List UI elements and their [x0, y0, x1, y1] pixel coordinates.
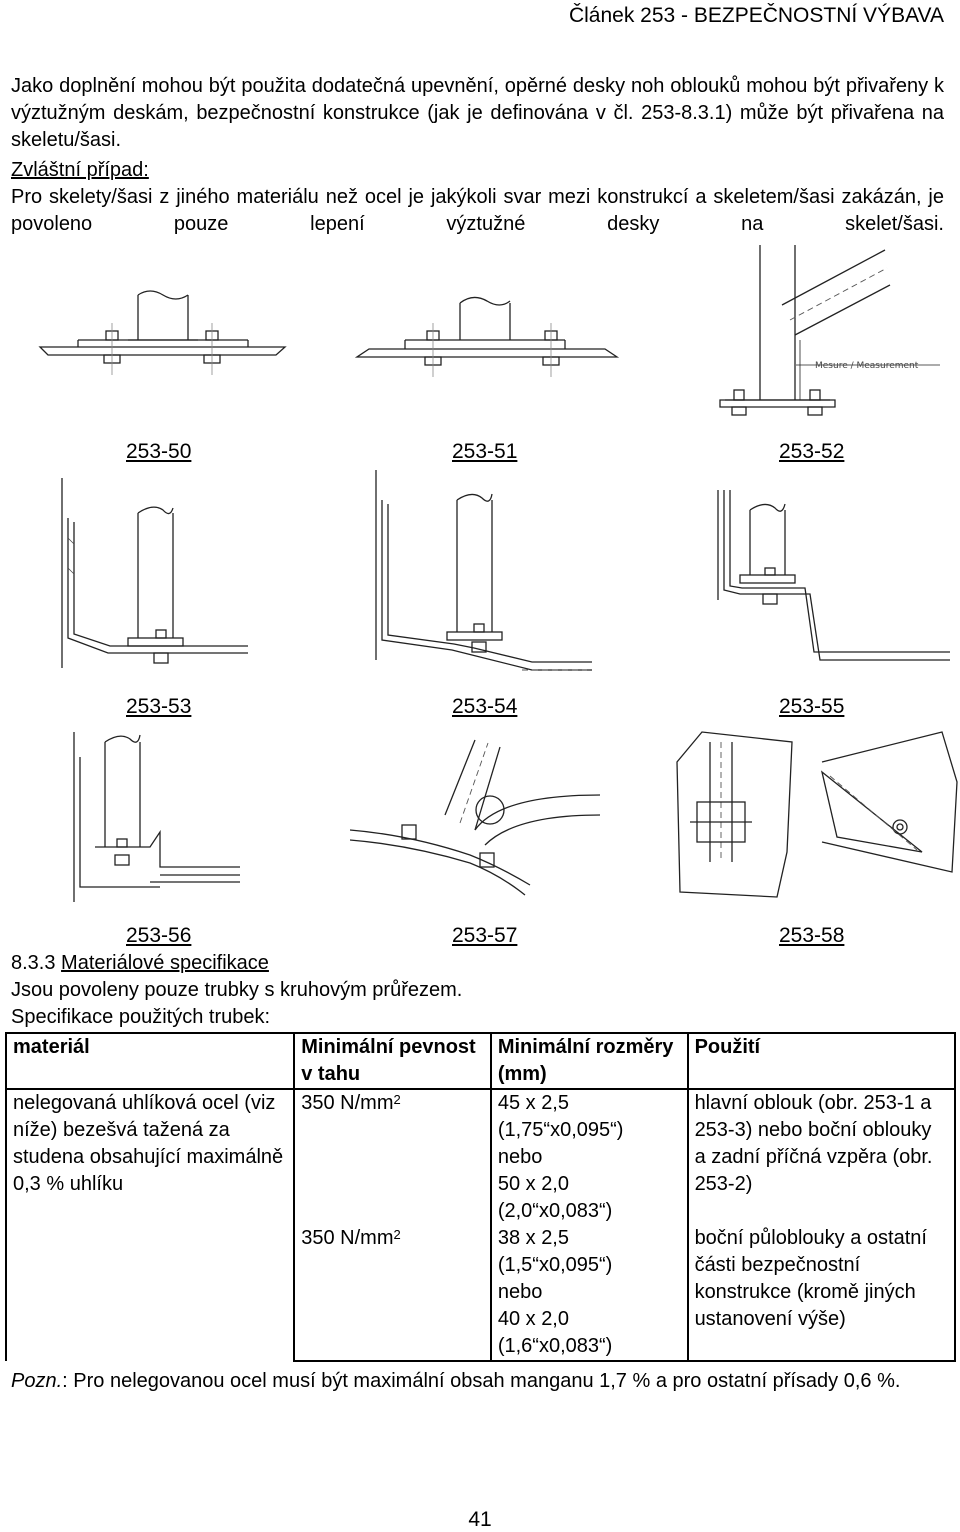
- caption-253-50: 253-50: [126, 440, 192, 463]
- caption-253-55: 253-55: [779, 695, 845, 718]
- dimensions-cell: 45 x 2,5 (1,75“x0,095“) nebo 50 x 2,0 (2,0“x0,083“): [491, 1089, 688, 1225]
- intro-paragraph-1: Jako doplnění mohou být použita dodatečná upevnění, opěrné desky noh oblouků mohou být přivařeny k výztužným deskám, bezpečnostní konstrukce (jak je definována v čl. 253-8.3.1) může být přivařena na skeletu/šasi.: [11, 75, 944, 151]
- caption-253-52: 253-52: [779, 440, 845, 463]
- strength-cell: 350 $N/mm^2$: [294, 1089, 491, 1225]
- caption-253-54: 253-54: [452, 695, 518, 718]
- measure-label: Mesure / Measurement: [815, 361, 919, 371]
- header-strength: Minimální pevnost v tahu: [294, 1033, 491, 1089]
- page-number: 41: [468, 1508, 492, 1531]
- page-header: Článek 253 - BEZPEČNOSTNÍ VÝBAVA: [568, 4, 944, 27]
- header-dimensions: Minimální rozměry (mm): [491, 1033, 688, 1089]
- figure-253-50-drawing: [38, 285, 288, 395]
- figure-253-58-drawing: [672, 722, 960, 902]
- section-line-2: Specifikace použitých trubek:: [11, 1006, 271, 1028]
- strength-cell: 350 $N/mm^2$: [294, 1225, 491, 1361]
- material-cell: nelegovaná uhlíková ocel (viz níže) bezešvá tažená za studena obsahující maximálně 0,3 % uhlíku: [6, 1089, 294, 1361]
- table-header-row: [6, 1033, 955, 1089]
- section-number: 8.3.3: [11, 952, 56, 974]
- dimensions-cell: 38 x 2,5 (1,5“x0,095“) nebo 40 x 2,0 (1,6“x0,083“): [491, 1225, 688, 1361]
- note-paragraph: [11, 1368, 944, 1395]
- caption-253-53: 253-53: [126, 695, 192, 718]
- header-material: materiál: [6, 1033, 294, 1089]
- caption-253-58: 253-58: [779, 924, 845, 947]
- figure-253-53-drawing: [58, 478, 253, 678]
- section-title: Materiálové specifikace: [61, 952, 269, 974]
- header-use: Použití: [688, 1033, 955, 1089]
- use-cell: boční půloblouky a ostatní části bezpečnostní konstrukce (kromě jiných ustanovení výše): [688, 1225, 955, 1361]
- special-case-heading: Zvláštní případ:: [11, 159, 149, 181]
- table-row: [6, 1089, 955, 1225]
- note-label: Pozn.: [11, 1370, 63, 1392]
- figure-253-57-drawing: [350, 735, 605, 900]
- note-text: : Pro nelegovanou ocel musí být maximální obsah manganu 1,7 % a pro ostatní přísady 0,6 %.: [62, 1370, 901, 1392]
- figure-253-54-drawing: [372, 470, 597, 685]
- caption-253-51: 253-51: [452, 440, 518, 463]
- figure-253-51-drawing: [355, 285, 620, 395]
- section-line-1: Jsou povoleny pouze trubky s kruhovým průřezem.: [11, 979, 463, 1001]
- use-cell: hlavní oblouk (obr. 253-1 a 253-3) nebo boční oblouky a zadní příčná vzpěra (obr. 253-2): [688, 1089, 955, 1225]
- figure-253-55-drawing: [710, 490, 955, 665]
- section-heading: [11, 950, 944, 977]
- tube-spec-table: [5, 1032, 956, 1362]
- caption-253-57: 253-57: [452, 924, 518, 947]
- figure-253-52-drawing: [690, 240, 940, 435]
- figure-253-56-drawing: [70, 727, 250, 922]
- caption-253-56: 253-56: [126, 924, 192, 947]
- intro-paragraph-2: Pro skelety/šasi z jiného materiálu než ocel je jakýkoli svar mezi konstrukcí a skeletem/šasi zakázán, je povoleno pouze lepení výztužné desky na skelet/šasi.: [11, 186, 944, 235]
